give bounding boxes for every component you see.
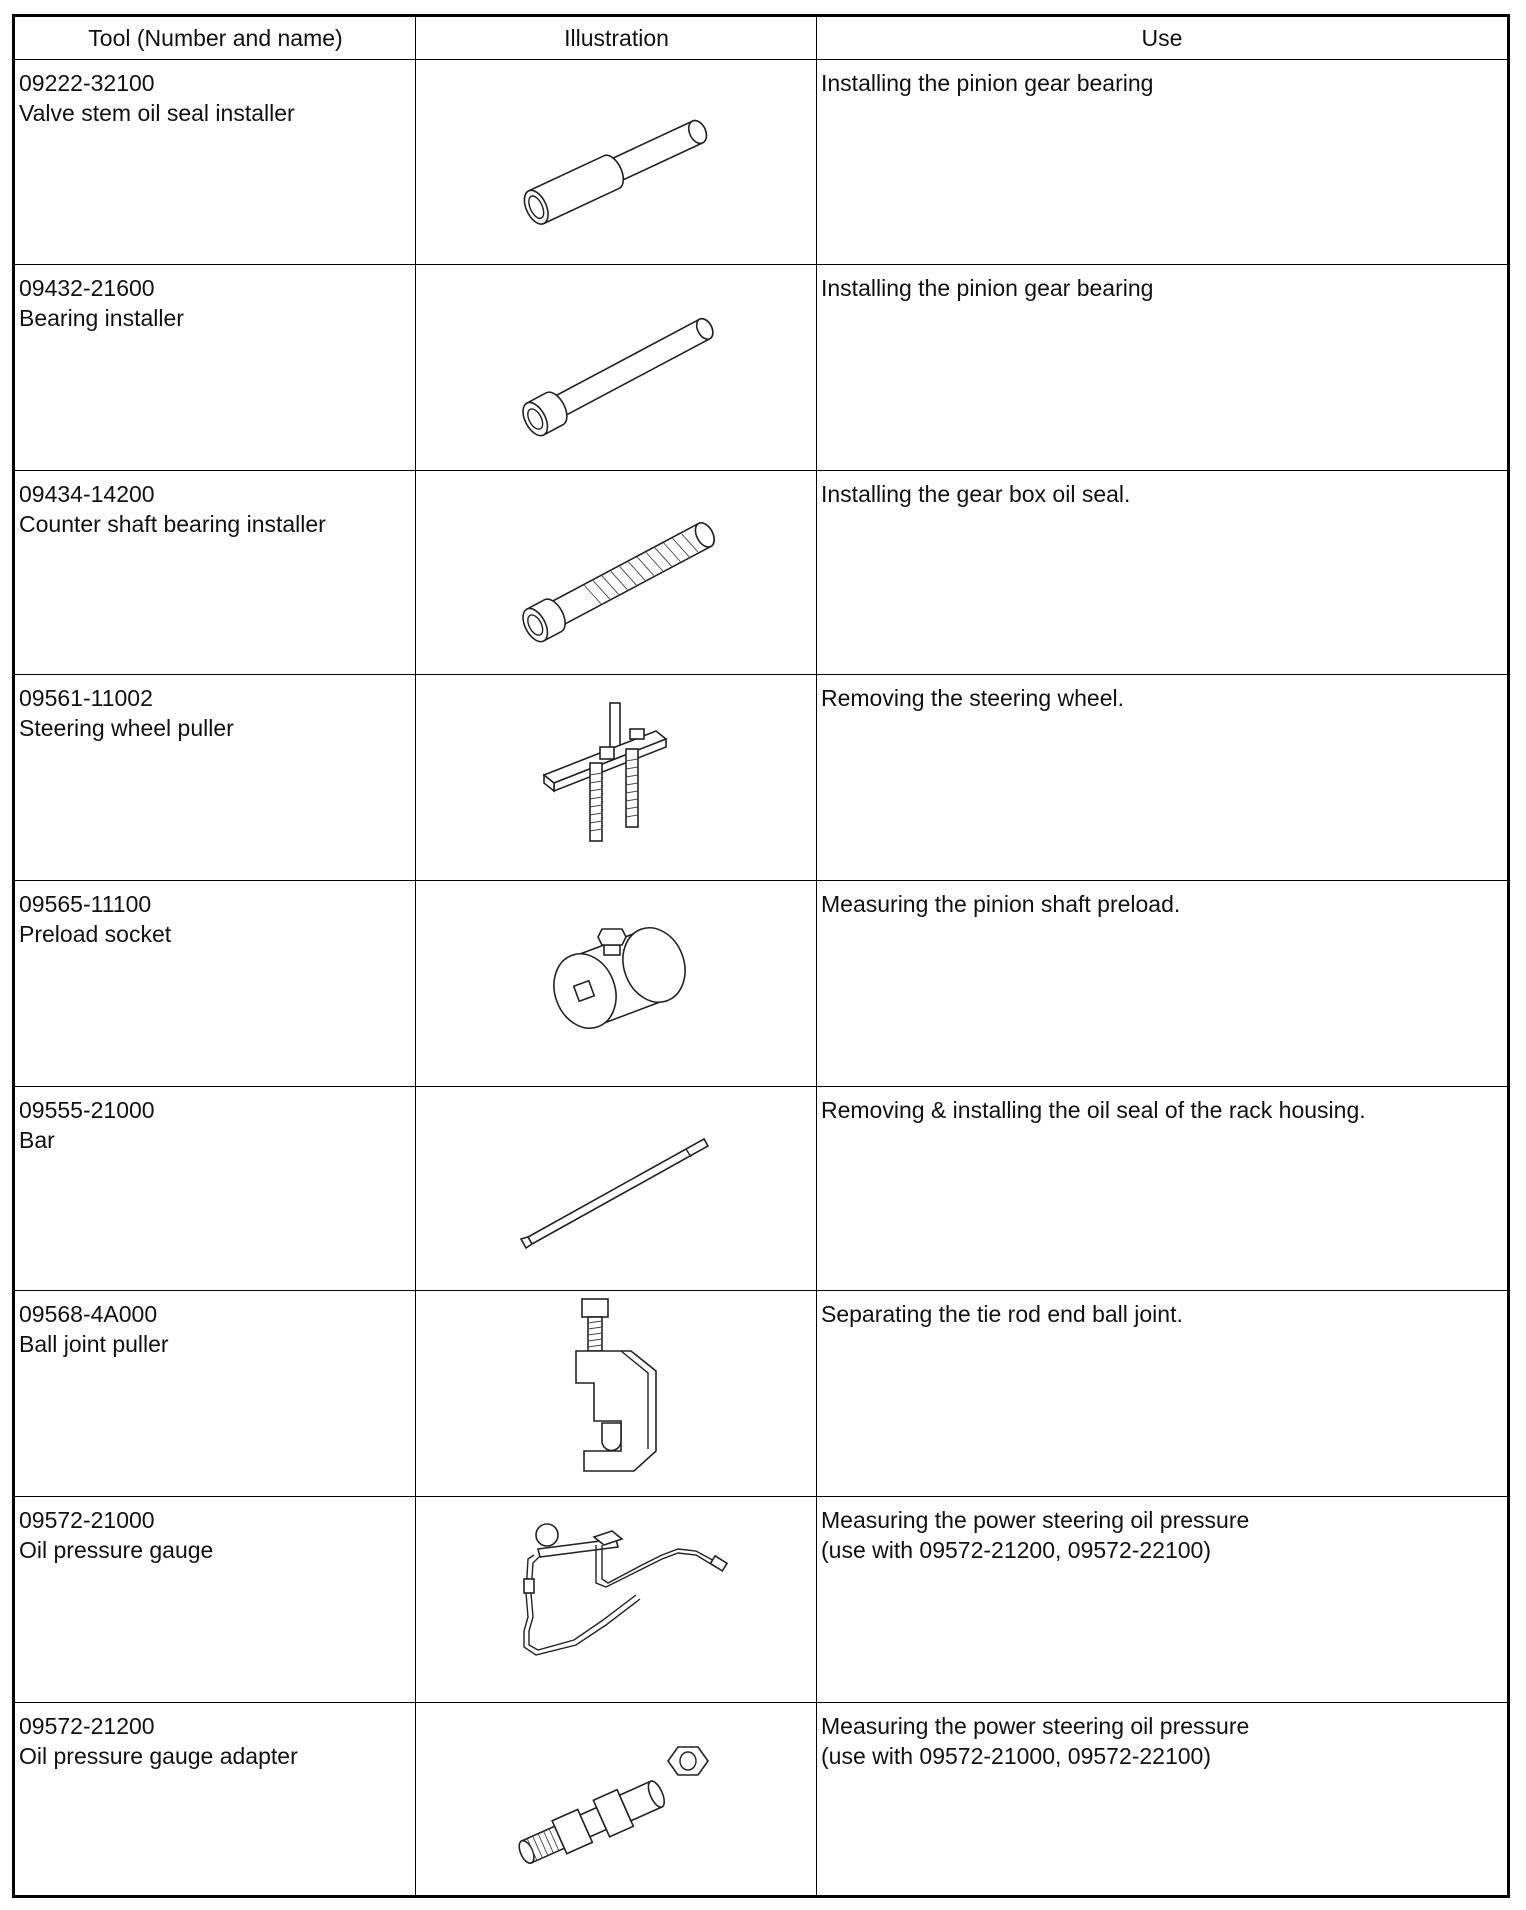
use-cell <box>821 889 1491 919</box>
special-tools-table <box>12 14 1510 1898</box>
use-cell <box>821 273 1491 303</box>
tool-name: Bearing installer <box>19 305 184 331</box>
use-text: Installing the gear box oil seal. <box>821 481 1131 507</box>
tool-name: Steering wheel puller <box>19 715 234 741</box>
bar-icon <box>416 1087 817 1291</box>
use-cell <box>821 1095 1491 1125</box>
table-row <box>15 60 1507 265</box>
table-row <box>15 881 1507 1087</box>
table-row <box>15 1291 1507 1497</box>
tool-number: 09561-11002 <box>19 685 153 711</box>
tool-name: Oil pressure gauge adapter <box>19 1743 298 1769</box>
use-cell <box>821 68 1491 98</box>
use-text: Measuring the power steering oil pressure <box>821 1713 1250 1739</box>
tool-cell <box>19 273 409 333</box>
use-text: Measuring the pinion shaft preload. <box>821 891 1181 917</box>
tool-cell <box>19 683 409 743</box>
oil-pressure-gauge-icon <box>416 1497 817 1703</box>
tool-name: Counter shaft bearing installer <box>19 511 326 537</box>
preload-socket-icon <box>416 881 817 1087</box>
header-tool: Tool (Number and name) <box>88 25 343 51</box>
tool-number: 09572-21200 <box>19 1713 155 1739</box>
tool-cell <box>19 68 409 128</box>
tool-cell <box>19 889 409 949</box>
table-header <box>15 17 1507 60</box>
use-text: Separating the tie rod end ball joint. <box>821 1301 1183 1327</box>
use-text: Removing the steering wheel. <box>821 685 1124 711</box>
use-cell <box>821 1505 1491 1565</box>
use-note: (use with 09572-21200, 09572-22100) <box>821 1537 1212 1563</box>
use-text: Removing & installing the oil seal of the rack housing. <box>821 1097 1366 1123</box>
use-text: Measuring the power steering oil pressure <box>821 1507 1250 1533</box>
table-row <box>15 1087 1507 1291</box>
tool-number: 09555-21000 <box>19 1097 155 1123</box>
tool-cell <box>19 1505 409 1565</box>
header-illustration: Illustration <box>564 25 669 51</box>
tool-cell <box>19 1095 409 1155</box>
use-text: Installing the pinion gear bearing <box>821 70 1154 96</box>
use-text: Installing the pinion gear bearing <box>821 275 1154 301</box>
tool-name: Ball joint puller <box>19 1331 169 1357</box>
tool-name: Valve stem oil seal installer <box>19 100 295 126</box>
tool-number: 09565-11100 <box>19 891 152 917</box>
bearing-installer-icon <box>416 265 817 471</box>
header-use: Use <box>1141 25 1183 51</box>
table-row <box>15 1703 1507 1895</box>
tool-number: 09572-21000 <box>19 1507 155 1533</box>
tool-number: 09432-21600 <box>19 275 155 301</box>
table-row <box>15 675 1507 881</box>
tool-name: Bar <box>19 1127 55 1153</box>
use-cell <box>821 1711 1491 1771</box>
tool-number: 09434-14200 <box>19 481 155 507</box>
tool-name: Preload socket <box>19 921 172 947</box>
stepped-installer-icon <box>416 60 817 265</box>
tool-cell <box>19 1299 409 1359</box>
use-cell <box>821 683 1491 713</box>
wheel-puller-icon <box>416 675 817 881</box>
use-cell <box>821 1299 1491 1329</box>
table-row <box>15 471 1507 675</box>
table-row <box>15 265 1507 471</box>
tool-cell <box>19 1711 409 1771</box>
tool-cell <box>19 479 409 539</box>
use-note: (use with 09572-21000, 09572-22100) <box>821 1743 1212 1769</box>
gauge-adapter-icon <box>416 1703 817 1895</box>
table-row <box>15 1497 1507 1703</box>
tool-number: 09222-32100 <box>19 70 155 96</box>
use-cell <box>821 479 1491 509</box>
ball-joint-puller-icon <box>416 1291 817 1497</box>
tool-name: Oil pressure gauge <box>19 1537 214 1563</box>
knurled-installer-icon <box>416 471 817 675</box>
tool-number: 09568-4A000 <box>19 1301 158 1327</box>
